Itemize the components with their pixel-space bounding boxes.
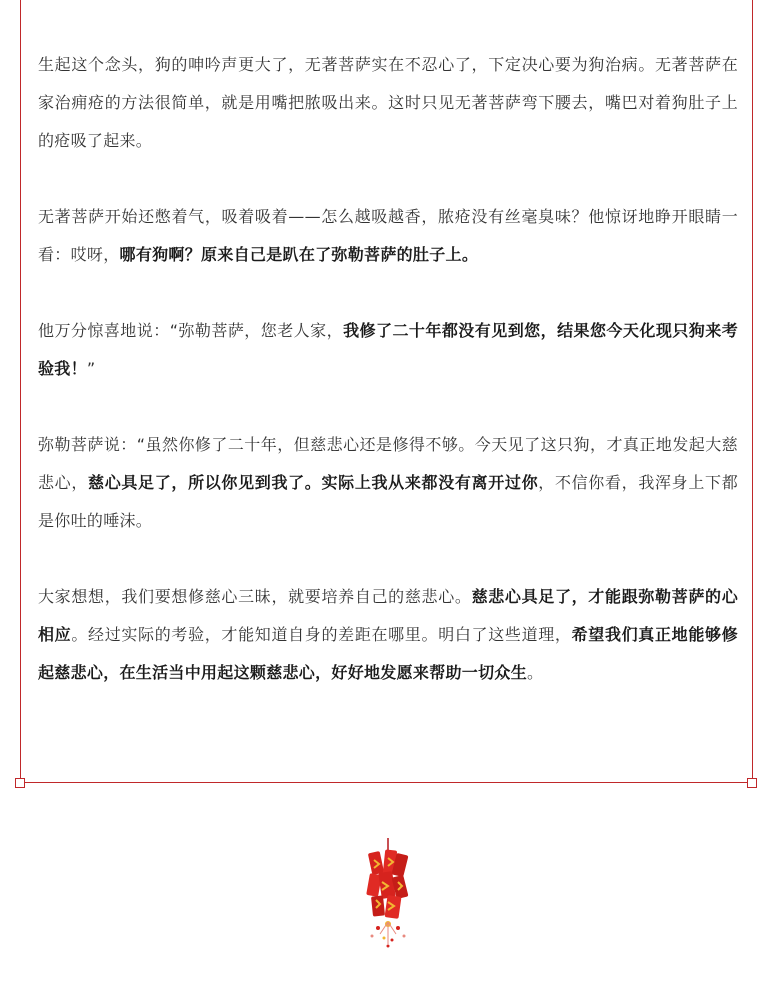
article-paragraph <box>38 46 738 160</box>
frame-corner-bottom-right <box>747 778 757 788</box>
frame-corner-bottom-left <box>15 778 25 788</box>
body-text: ” <box>86 359 96 378</box>
article-paragraph <box>38 426 738 540</box>
body-text: 弥勒菩萨说：“虽然你修了二十年，但慈悲心还是修得不够。今天见了这只狗，才真正地发起大慈悲心， <box>38 435 738 492</box>
article-paragraph <box>38 198 738 274</box>
article-paragraph <box>38 578 738 692</box>
body-text: 。经过实际的考验，才能知道自身的差距在哪里。明白了这些道理， <box>71 625 572 644</box>
body-text: 。 <box>527 663 544 682</box>
article-body <box>38 46 738 730</box>
article-paragraph <box>38 312 738 388</box>
emphasis-text: 慈悲心具足了，才能跟弥勒菩萨的心相应 <box>38 587 738 644</box>
firecracker-icon <box>360 838 416 950</box>
emphasis-text: 哪有狗啊？原来自己是趴在了弥勒菩萨的肚子上。 <box>119 245 479 264</box>
emphasis-text: 我修了二十年都没有见到您，结果您今天化现只狗来考验我！ <box>38 321 739 378</box>
body-text: 大家想想，我们要想修慈心三昧，就要培养自己的慈悲心。 <box>38 587 472 606</box>
body-text: 生起这个念头，狗的呻吟声更大了，无著菩萨实在不忍心了，下定决心要为狗治病。无著菩萨在家治痈疮的方法很简单，就是用嘴把脓吸出来。这时只见无著菩萨弯下腰去，嘴巴对着狗肚子上的疮吸了起来。 <box>38 55 738 150</box>
body-text: ，不信你看，我浑身上下都是你吐的唾沫。 <box>38 473 738 530</box>
body-text: 他万分惊喜地说：“弥勒菩萨，您老人家， <box>38 321 344 340</box>
emphasis-text: 希望我们真正地能够修起慈悲心，在生活当中用起这颗慈悲心，好好地发愿来帮助一切众生 <box>38 625 738 682</box>
body-text: 无著菩萨开始还憋着气，吸着吸着——怎么越吸越香，脓疮没有丝毫臭味？他惊讶地睁开眼睛一看：哎呀， <box>38 207 738 264</box>
emphasis-text: 慈心具足了，所以你见到我了。实际上我从来都没有离开过你 <box>88 473 539 492</box>
